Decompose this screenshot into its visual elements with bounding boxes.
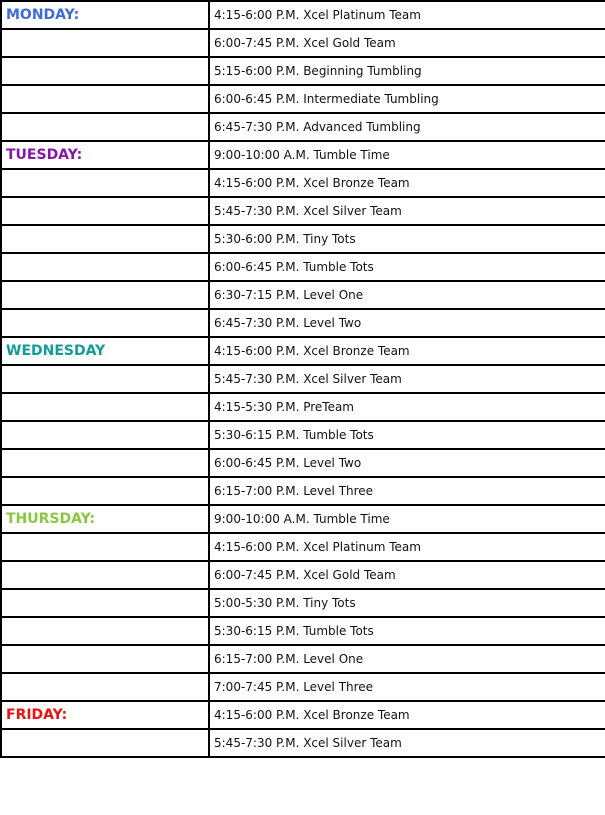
class-entry: 5:30-6:15 P.M. Tumble Tots	[209, 421, 605, 449]
schedule-row	[1, 393, 605, 421]
day-empty-cell	[1, 561, 209, 589]
day-empty-cell	[1, 365, 209, 393]
schedule-row	[1, 701, 605, 729]
schedule-row	[1, 561, 605, 589]
day-empty-cell	[1, 309, 209, 337]
class-entry: 6:00-6:45 P.M. Level Two	[209, 449, 605, 477]
day-empty-cell	[1, 85, 209, 113]
schedule-row	[1, 645, 605, 673]
schedule-row	[1, 169, 605, 197]
class-entry: 6:00-6:45 P.M. Tumble Tots	[209, 253, 605, 281]
schedule-row	[1, 421, 605, 449]
schedule-body	[1, 1, 605, 757]
day-empty-cell	[1, 113, 209, 141]
class-entry: 6:30-7:15 P.M. Level One	[209, 281, 605, 309]
class-entry: 4:15-5:30 P.M. PreTeam	[209, 393, 605, 421]
day-empty-cell	[1, 477, 209, 505]
class-entry: 5:30-6:00 P.M. Tiny Tots	[209, 225, 605, 253]
class-entry: 5:30-6:15 P.M. Tumble Tots	[209, 617, 605, 645]
schedule-row	[1, 57, 605, 85]
class-entry: 4:15-6:00 P.M. Xcel Bronze Team	[209, 169, 605, 197]
day-empty-cell	[1, 729, 209, 757]
day-label: MONDAY:	[1, 1, 209, 29]
class-entry: 6:00-6:45 P.M. Intermediate Tumbling	[209, 85, 605, 113]
day-label: WEDNESDAY	[1, 337, 209, 365]
day-empty-cell	[1, 645, 209, 673]
schedule-row	[1, 505, 605, 533]
day-empty-cell	[1, 589, 209, 617]
day-empty-cell	[1, 281, 209, 309]
class-entry: 5:45-7:30 P.M. Xcel Silver Team	[209, 197, 605, 225]
day-label: FRIDAY:	[1, 701, 209, 729]
class-entry: 5:45-7:30 P.M. Xcel Silver Team	[209, 729, 605, 757]
schedule-row	[1, 617, 605, 645]
schedule-row	[1, 449, 605, 477]
day-label: TUESDAY:	[1, 141, 209, 169]
schedule-row	[1, 533, 605, 561]
class-entry: 6:15-7:00 P.M. Level One	[209, 645, 605, 673]
class-entry: 9:00-10:00 A.M. Tumble Time	[209, 505, 605, 533]
class-entry: 6:45-7:30 P.M. Advanced Tumbling	[209, 113, 605, 141]
day-empty-cell	[1, 533, 209, 561]
class-entry: 6:00-7:45 P.M. Xcel Gold Team	[209, 29, 605, 57]
schedule-row	[1, 29, 605, 57]
schedule-row	[1, 729, 605, 757]
day-empty-cell	[1, 253, 209, 281]
schedule-row	[1, 281, 605, 309]
class-entry: 4:15-6:00 P.M. Xcel Bronze Team	[209, 337, 605, 365]
day-empty-cell	[1, 57, 209, 85]
day-label: THURSDAY:	[1, 505, 209, 533]
day-empty-cell	[1, 29, 209, 57]
day-empty-cell	[1, 169, 209, 197]
class-entry: 9:00-10:00 A.M. Tumble Time	[209, 141, 605, 169]
day-empty-cell	[1, 421, 209, 449]
day-empty-cell	[1, 225, 209, 253]
class-entry: 5:00-5:30 P.M. Tiny Tots	[209, 589, 605, 617]
schedule-row	[1, 225, 605, 253]
class-entry: 7:00-7:45 P.M. Level Three	[209, 673, 605, 701]
class-entry: 4:15-6:00 P.M. Xcel Bronze Team	[209, 701, 605, 729]
schedule-row	[1, 477, 605, 505]
day-empty-cell	[1, 449, 209, 477]
schedule-row	[1, 365, 605, 393]
day-empty-cell	[1, 197, 209, 225]
day-empty-cell	[1, 393, 209, 421]
day-empty-cell	[1, 673, 209, 701]
schedule-row	[1, 85, 605, 113]
class-entry: 5:15-6:00 P.M. Beginning Tumbling	[209, 57, 605, 85]
class-entry: 6:45-7:30 P.M. Level Two	[209, 309, 605, 337]
schedule-row	[1, 1, 605, 29]
schedule-row	[1, 589, 605, 617]
schedule-row	[1, 253, 605, 281]
schedule-row	[1, 337, 605, 365]
class-entry: 4:15-6:00 P.M. Xcel Platinum Team	[209, 533, 605, 561]
class-entry: 6:00-7:45 P.M. Xcel Gold Team	[209, 561, 605, 589]
day-empty-cell	[1, 617, 209, 645]
schedule-row	[1, 309, 605, 337]
schedule-row	[1, 141, 605, 169]
class-entry: 6:15-7:00 P.M. Level Three	[209, 477, 605, 505]
class-entry: 4:15-6:00 P.M. Xcel Platinum Team	[209, 1, 605, 29]
class-entry: 5:45-7:30 P.M. Xcel Silver Team	[209, 365, 605, 393]
schedule-row	[1, 113, 605, 141]
schedule-row	[1, 673, 605, 701]
schedule-row	[1, 197, 605, 225]
